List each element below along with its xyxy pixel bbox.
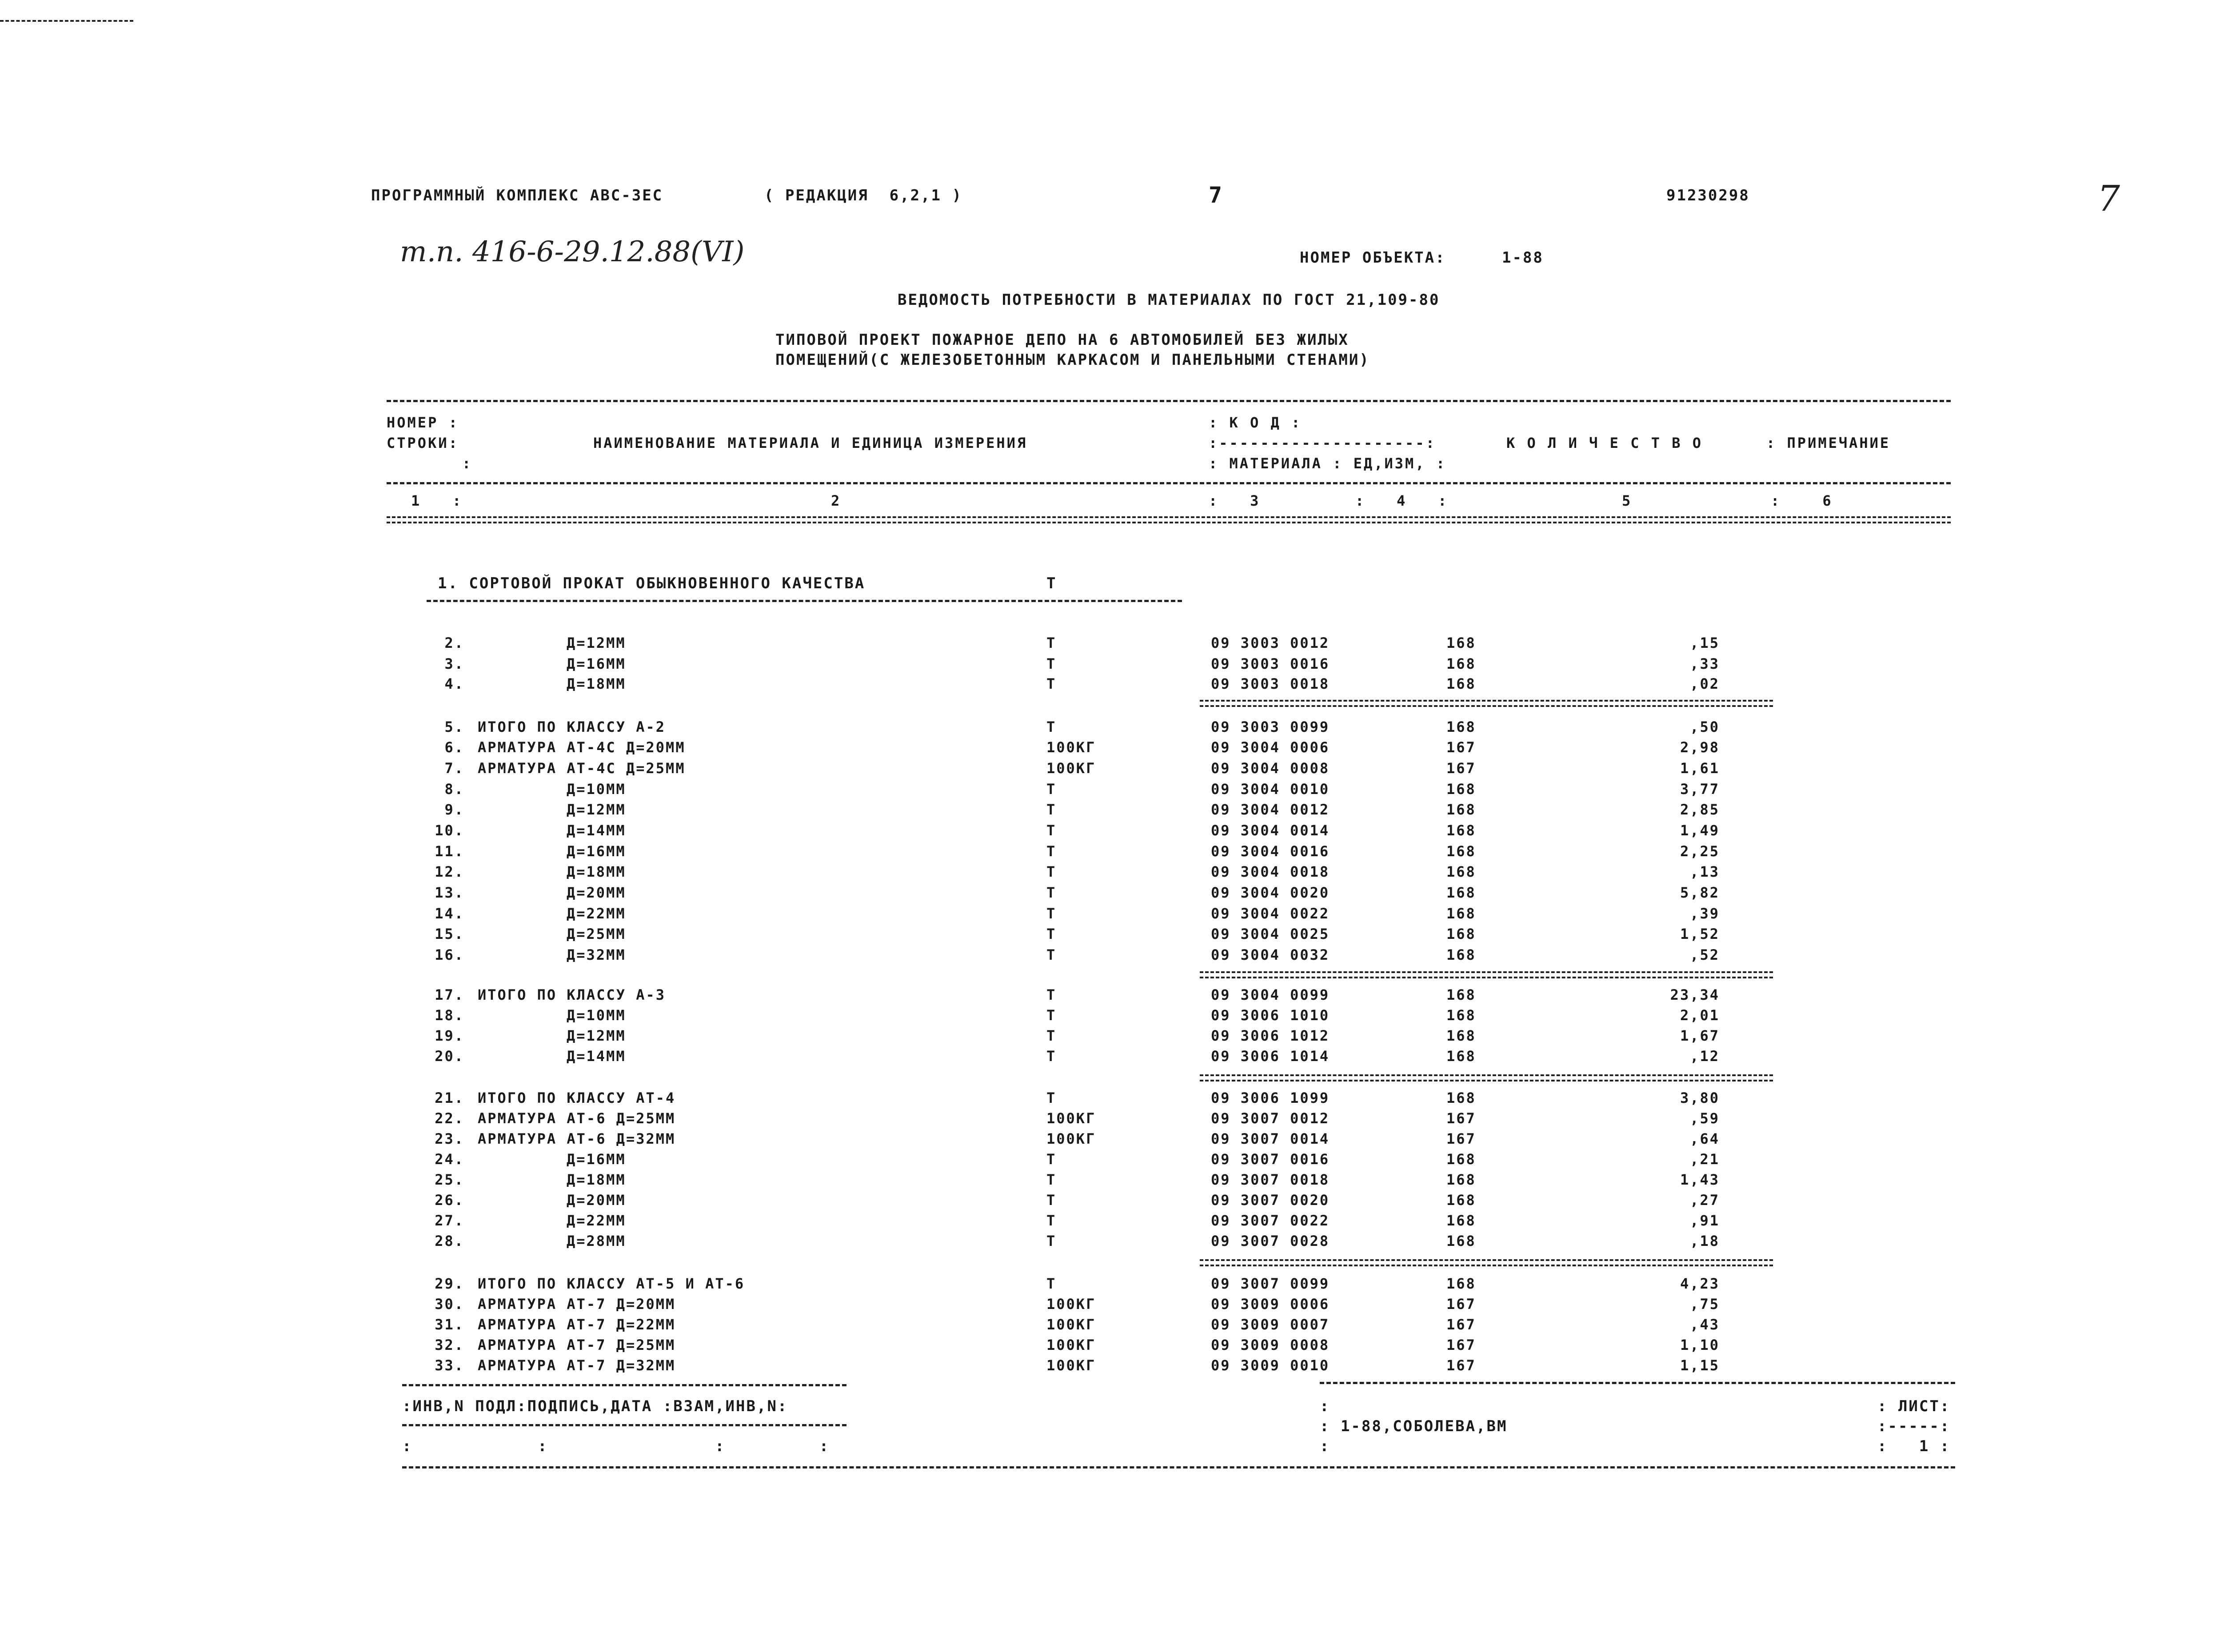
- quantity: 4,23: [1680, 1275, 1720, 1292]
- quantity: 3,80: [1680, 1089, 1720, 1106]
- unit: Т: [1046, 905, 1057, 922]
- material-code: 09 3007 0028: [1211, 1233, 1330, 1249]
- row-number: 19.: [435, 1027, 464, 1044]
- footer-left-top-rule: [402, 1384, 846, 1386]
- quantity: ,12: [1690, 1048, 1720, 1065]
- material-code: 09 3009 0006: [1211, 1296, 1330, 1313]
- section-title: 1. СОРТОВОЙ ПРОКАТ ОБЫКНОВЕННОГО КАЧЕСТВА: [438, 575, 866, 592]
- unit-code: 168: [1446, 1233, 1476, 1249]
- quantity: 3,77: [1680, 781, 1720, 798]
- edition: ( РЕДАКЦИЯ 6,2,1 ): [764, 187, 962, 204]
- quantity: ,64: [1690, 1130, 1720, 1147]
- row-number: 33.: [435, 1357, 464, 1374]
- material-code: 09 3007 0016: [1211, 1151, 1330, 1168]
- col-number-1: 1 :: [411, 492, 463, 509]
- sheet-label: : ЛИСТ:: [1877, 1397, 1951, 1415]
- table-row: [0, 675, 2220, 696]
- unit-code: 168: [1446, 1048, 1476, 1065]
- table-row: [0, 1110, 2220, 1130]
- program-name: ПРОГРАММНЫЙ КОМПЛЕКС АВС-ЗЕС: [371, 187, 663, 204]
- row-number: 8.: [444, 781, 464, 798]
- subtotal-rule-a3: [1200, 971, 1773, 978]
- row-number: 23.: [435, 1130, 464, 1147]
- row-number: 6.: [444, 739, 464, 756]
- quantity: ,75: [1690, 1296, 1720, 1313]
- stamp-labels: :ИНВ,N ПОДЛ:ПОДПИСЬ,ДАТА :ВЗАМ,ИНВ,N:: [402, 1397, 788, 1415]
- unit: 100КГ: [1046, 1337, 1096, 1353]
- row-number: 30.: [435, 1296, 464, 1313]
- unit-code: 167: [1446, 1110, 1476, 1127]
- material-code: 09 3006 1099: [1211, 1089, 1330, 1106]
- material-code: 09 3007 0018: [1211, 1171, 1330, 1188]
- row-number: 27.: [435, 1212, 464, 1229]
- section-unit: Т: [1046, 575, 1057, 592]
- material-name: АРМАТУРА АТ-6 Д=32ММ: [478, 1130, 676, 1147]
- material-code: 09 3004 0006: [1211, 739, 1330, 756]
- unit-code: 167: [1446, 1296, 1476, 1313]
- col-row-no-1: НОМЕР :: [387, 414, 459, 431]
- unit: Т: [1046, 675, 1057, 692]
- col-code-separator: :--------------------:: [1209, 435, 1436, 451]
- table-row: [0, 801, 2220, 822]
- quantity: 1,52: [1680, 926, 1720, 942]
- object-value: 1-88: [1502, 249, 1544, 267]
- row-number: 5.: [444, 718, 464, 735]
- material-code: 09 3009 0008: [1211, 1337, 1330, 1353]
- material-name: Д=10ММ: [567, 1007, 626, 1024]
- row-number: 10.: [435, 822, 464, 839]
- material-code: 09 3004 0099: [1211, 986, 1330, 1003]
- section-underline: [427, 600, 1182, 602]
- col-number-3: : 3: [1209, 492, 1261, 509]
- document-title: ВЕДОМОСТЬ ПОТРЕБНОСТИ В МАТЕРИАЛАХ ПО ГОСТ 21,109-80: [898, 291, 1440, 309]
- material-name: АРМАТУРА АТ-6 Д=25ММ: [478, 1110, 676, 1127]
- unit: Т: [1046, 863, 1057, 880]
- table-row: [0, 781, 2220, 801]
- unit: Т: [1046, 801, 1057, 818]
- material-code: 09 3007 0012: [1211, 1110, 1330, 1127]
- material-name: ИТОГО ПО КЛАССУ АТ-5 И АТ-6: [478, 1275, 745, 1292]
- material-code: 09 3004 0008: [1211, 760, 1330, 777]
- material-name: Д=20ММ: [567, 1192, 626, 1209]
- unit: Т: [1046, 843, 1057, 860]
- material-name: Д=20ММ: [567, 884, 626, 901]
- quantity: ,39: [1690, 905, 1720, 922]
- table-row: [0, 1233, 2220, 1253]
- material-name: Д=16ММ: [567, 1151, 626, 1168]
- quantity: 1,43: [1680, 1171, 1720, 1188]
- material-name: Д=18ММ: [567, 1171, 626, 1188]
- material-name: Д=28ММ: [567, 1233, 626, 1249]
- footer-left-mid-rule: [402, 1424, 846, 1426]
- row-number: 17.: [435, 986, 464, 1003]
- material-name: Д=12ММ: [567, 1027, 626, 1044]
- table-row: [0, 1192, 2220, 1212]
- table-row: [0, 863, 2220, 884]
- row-number: 18.: [435, 1007, 464, 1024]
- row-number: 21.: [435, 1089, 464, 1106]
- material-code: 09 3006 1012: [1211, 1027, 1330, 1044]
- material-name: ИТОГО ПО КЛАССУ А-2: [478, 718, 666, 735]
- material-name: Д=16ММ: [567, 655, 626, 672]
- corner-mark-dash: [0, 20, 133, 22]
- quantity: ,52: [1690, 946, 1720, 963]
- material-code: 09 3003 0099: [1211, 718, 1330, 735]
- material-name: Д=12ММ: [567, 634, 626, 651]
- quantity: 1,67: [1680, 1027, 1720, 1044]
- quantity: ,91: [1690, 1212, 1720, 1229]
- unit: Т: [1046, 1171, 1057, 1188]
- unit: Т: [1046, 1233, 1057, 1249]
- unit: 100КГ: [1046, 1316, 1096, 1333]
- quantity: ,59: [1690, 1110, 1720, 1127]
- page-number: 7: [1209, 182, 1222, 208]
- unit-code: 168: [1446, 822, 1476, 839]
- unit: Т: [1046, 655, 1057, 672]
- material-code: 09 3009 0010: [1211, 1357, 1330, 1374]
- col-number-6: : 6: [1771, 492, 1833, 509]
- table-row: [0, 1027, 2220, 1048]
- unit-code: 167: [1446, 1357, 1476, 1374]
- unit: Т: [1046, 1212, 1057, 1229]
- subtitle-line1: ТИПОВОЙ ПРОЕКТ ПОЖАРНОЕ ДЕПО НА 6 АВТОМОБИЛЕЙ БЕЗ ЖИЛЫХ: [775, 331, 1349, 349]
- row-number: 11.: [435, 843, 464, 860]
- unit-code: 168: [1446, 675, 1476, 692]
- quantity: ,21: [1690, 1151, 1720, 1168]
- material-code: 09 3004 0022: [1211, 905, 1330, 922]
- col-row-no-2: СТРОКИ:: [387, 435, 459, 451]
- unit-code: 168: [1446, 1151, 1476, 1168]
- material-name: Д=14ММ: [567, 822, 626, 839]
- table-row: [0, 1048, 2220, 1068]
- quantity: 1,49: [1680, 822, 1720, 839]
- table-row: [0, 843, 2220, 863]
- table-row: [0, 1357, 2220, 1377]
- quantity: ,18: [1690, 1233, 1720, 1249]
- unit: Т: [1046, 986, 1057, 1003]
- material-name: Д=22ММ: [567, 905, 626, 922]
- unit: Т: [1046, 634, 1057, 651]
- subtotal-rule-a2: [1200, 700, 1773, 707]
- unit: Т: [1046, 1048, 1057, 1065]
- header-top-rule: [387, 400, 1951, 402]
- unit-code: 168: [1446, 843, 1476, 860]
- row-number: 22.: [435, 1110, 464, 1127]
- unit: Т: [1046, 822, 1057, 839]
- table-row: [0, 986, 2220, 1007]
- author-line: : 1-88,СОБОЛЕВА,ВМ: [1320, 1417, 1508, 1435]
- table-row: [0, 1130, 2220, 1151]
- material-code: 09 3004 0020: [1211, 884, 1330, 901]
- object-label: НОМЕР ОБЪЕКТА:: [1300, 249, 1446, 267]
- row-number: 32.: [435, 1337, 464, 1353]
- material-name: Д=10ММ: [567, 781, 626, 798]
- unit: Т: [1046, 1027, 1057, 1044]
- table-row: [0, 884, 2220, 905]
- unit: Т: [1046, 926, 1057, 942]
- quantity: 5,82: [1680, 884, 1720, 901]
- quantity: ,33: [1690, 655, 1720, 672]
- material-name: Д=25ММ: [567, 926, 626, 942]
- unit-code: 168: [1446, 884, 1476, 901]
- material-name: АРМАТУРА АТ-7 Д=25ММ: [478, 1337, 676, 1353]
- material-name: ИТОГО ПО КЛАССУ АТ-4: [478, 1089, 676, 1106]
- material-code: 09 3007 0099: [1211, 1275, 1330, 1292]
- unit: Т: [1046, 946, 1057, 963]
- header-mid-rule: [387, 482, 1951, 484]
- quantity: ,15: [1690, 634, 1720, 651]
- material-name: АРМАТУРА АТ-4С Д=25ММ: [478, 760, 686, 777]
- unit-code: 167: [1446, 1337, 1476, 1353]
- material-name: АРМАТУРА АТ-4С Д=20ММ: [478, 739, 686, 756]
- material-name: Д=32ММ: [567, 946, 626, 963]
- subtotal-rule-at56: [1200, 1259, 1773, 1266]
- quantity: ,13: [1690, 863, 1720, 880]
- unit: Т: [1046, 1007, 1057, 1024]
- quantity: 1,61: [1680, 760, 1720, 777]
- unit: Т: [1046, 781, 1057, 798]
- quantity: 2,01: [1680, 1007, 1720, 1024]
- unit-code: 168: [1446, 718, 1476, 735]
- unit: 100КГ: [1046, 739, 1096, 756]
- table-row: [0, 1212, 2220, 1233]
- col-note: : ПРИМЕЧАНИЕ: [1766, 435, 1891, 451]
- subtitle-line2: ПОМЕЩЕНИЙ(С ЖЕЛЕЗОБЕТОННЫМ КАРКАСОМ И ПАНЕЛЬНЫМИ СТЕНАМИ): [775, 351, 1370, 369]
- table-row: [0, 1275, 2220, 1296]
- quantity: 1,10: [1680, 1337, 1720, 1353]
- col-number-2: 2: [831, 492, 842, 509]
- row-number: 3.: [444, 655, 464, 672]
- material-code: 09 3007 0014: [1211, 1130, 1330, 1147]
- col-code-material: : МАТЕРИАЛА : ЕД,ИЗМ, :: [1209, 455, 1447, 472]
- material-name: АРМАТУРА АТ-7 Д=32ММ: [478, 1357, 676, 1374]
- subtotal-rule-at4: [1200, 1074, 1773, 1081]
- unit-code: 168: [1446, 801, 1476, 818]
- unit-code: 168: [1446, 655, 1476, 672]
- unit-code: 167: [1446, 1130, 1476, 1147]
- table-row: [0, 739, 2220, 759]
- material-code: 09 3006 1014: [1211, 1048, 1330, 1065]
- col-quantity: К О Л И Ч Е С Т В О: [1506, 435, 1703, 451]
- tp-number: т.п. 416-6-29.12.88(VI): [400, 235, 745, 268]
- material-name: АРМАТУРА АТ-7 Д=20ММ: [478, 1296, 676, 1313]
- material-code: 09 3004 0018: [1211, 863, 1330, 880]
- quantity: 2,98: [1680, 739, 1720, 756]
- unit-code: 168: [1446, 1275, 1476, 1292]
- col-number-4: : 4 :: [1355, 492, 1449, 509]
- material-name: АРМАТУРА АТ-7 Д=22ММ: [478, 1316, 676, 1333]
- material-name: Д=16ММ: [567, 843, 626, 860]
- unit-code: 168: [1446, 1212, 1476, 1229]
- unit-code: 168: [1446, 1089, 1476, 1106]
- row-number: 26.: [435, 1192, 464, 1209]
- unit-code: 168: [1446, 986, 1476, 1003]
- sheet-separator: :-----:: [1877, 1417, 1951, 1435]
- material-code: 09 3007 0022: [1211, 1212, 1330, 1229]
- row-number: 29.: [435, 1275, 464, 1292]
- material-code: 09 3004 0025: [1211, 926, 1330, 942]
- material-name: Д=12ММ: [567, 801, 626, 818]
- material-code: 09 3004 0032: [1211, 946, 1330, 963]
- quantity: 2,85: [1680, 801, 1720, 818]
- row-number: 31.: [435, 1316, 464, 1333]
- material-code: 09 3004 0014: [1211, 822, 1330, 839]
- quantity: ,50: [1690, 718, 1720, 735]
- row-number: 20.: [435, 1048, 464, 1065]
- material-code: 09 3003 0016: [1211, 655, 1330, 672]
- row-number: 4.: [444, 675, 464, 692]
- unit-code: 168: [1446, 634, 1476, 651]
- table-row: [0, 1089, 2220, 1110]
- material-name: ИТОГО ПО КЛАССУ А-3: [478, 986, 666, 1003]
- footer-bottom-rule: [402, 1466, 1955, 1468]
- col-row-no-3: :: [462, 455, 473, 472]
- row-number: 13.: [435, 884, 464, 901]
- quantity: ,02: [1690, 675, 1720, 692]
- table-row: [0, 1316, 2220, 1337]
- header-bottom-rule: [387, 516, 1951, 523]
- material-code: 09 3004 0010: [1211, 781, 1330, 798]
- unit: Т: [1046, 1151, 1057, 1168]
- unit: Т: [1046, 1089, 1057, 1106]
- material-code: 09 3004 0012: [1211, 801, 1330, 818]
- quantity: 2,25: [1680, 843, 1720, 860]
- corner-page-mark: 7: [2097, 178, 2120, 219]
- unit: Т: [1046, 1192, 1057, 1209]
- col-code-group: : К О Д :: [1209, 414, 1302, 431]
- footer-right-top-rule: [1320, 1382, 1955, 1384]
- table-row: [0, 1296, 2220, 1316]
- row-number: 14.: [435, 905, 464, 922]
- unit: 100КГ: [1046, 1296, 1096, 1313]
- unit: Т: [1046, 884, 1057, 901]
- unit: Т: [1046, 1275, 1057, 1292]
- table-row: [0, 1007, 2220, 1027]
- quantity: 1,15: [1680, 1357, 1720, 1374]
- unit: 100КГ: [1046, 1357, 1096, 1374]
- quantity: 23,34: [1670, 986, 1720, 1003]
- stamp-blank-fields: : : : :: [402, 1437, 830, 1455]
- doc-code: 91230298: [1666, 187, 1750, 204]
- sheet-number: : 1 :: [1877, 1437, 1951, 1455]
- row-number: 15.: [435, 926, 464, 942]
- material-name: Д=22ММ: [567, 1212, 626, 1229]
- unit-code: 167: [1446, 739, 1476, 756]
- unit: 100КГ: [1046, 1110, 1096, 1127]
- row-number: 16.: [435, 946, 464, 963]
- table-row: [0, 634, 2220, 655]
- unit-code: 167: [1446, 1316, 1476, 1333]
- material-code: 09 3007 0020: [1211, 1192, 1330, 1209]
- material-name: Д=18ММ: [567, 863, 626, 880]
- unit-code: 168: [1446, 946, 1476, 963]
- unit-code: 168: [1446, 1007, 1476, 1024]
- material-code: 09 3003 0012: [1211, 634, 1330, 651]
- unit-code: 168: [1446, 1192, 1476, 1209]
- row-number: 28.: [435, 1233, 464, 1249]
- unit-code: 168: [1446, 781, 1476, 798]
- table-row: [0, 655, 2220, 676]
- row-number: 7.: [444, 760, 464, 777]
- unit: Т: [1046, 718, 1057, 735]
- material-code: 09 3004 0016: [1211, 843, 1330, 860]
- unit-code: 168: [1446, 905, 1476, 922]
- table-row: [0, 926, 2220, 946]
- material-code: 09 3003 0018: [1211, 675, 1330, 692]
- table-row: [0, 946, 2220, 967]
- material-code: 09 3006 1010: [1211, 1007, 1330, 1024]
- unit: 100КГ: [1046, 1130, 1096, 1147]
- row-number: 2.: [444, 634, 464, 651]
- unit-code: 168: [1446, 863, 1476, 880]
- unit-code: 168: [1446, 926, 1476, 942]
- table-row: [0, 1151, 2220, 1171]
- material-name: Д=18ММ: [567, 675, 626, 692]
- row-number: 12.: [435, 863, 464, 880]
- unit: 100КГ: [1046, 760, 1096, 777]
- table-row: [0, 822, 2220, 842]
- quantity: ,43: [1690, 1316, 1720, 1333]
- unit-code: 167: [1446, 760, 1476, 777]
- footer-colon-a: :: [1320, 1397, 1330, 1415]
- row-number: 25.: [435, 1171, 464, 1188]
- unit-code: 168: [1446, 1171, 1476, 1188]
- unit-code: 168: [1446, 1027, 1476, 1044]
- material-name: Д=14ММ: [567, 1048, 626, 1065]
- quantity: ,27: [1690, 1192, 1720, 1209]
- table-row: [0, 718, 2220, 739]
- col-number-5: 5: [1622, 492, 1633, 509]
- col-material-name: НАИМЕНОВАНИЕ МАТЕРИАЛА И ЕДИНИЦА ИЗМЕРЕНИЯ: [593, 435, 1028, 451]
- table-row: [0, 760, 2220, 780]
- table-row: [0, 1337, 2220, 1357]
- table-row: [0, 1171, 2220, 1192]
- row-number: 9.: [444, 801, 464, 818]
- row-number: 24.: [435, 1151, 464, 1168]
- footer-colon-b: :: [1320, 1437, 1330, 1455]
- material-code: 09 3009 0007: [1211, 1316, 1330, 1333]
- table-row: [0, 905, 2220, 926]
